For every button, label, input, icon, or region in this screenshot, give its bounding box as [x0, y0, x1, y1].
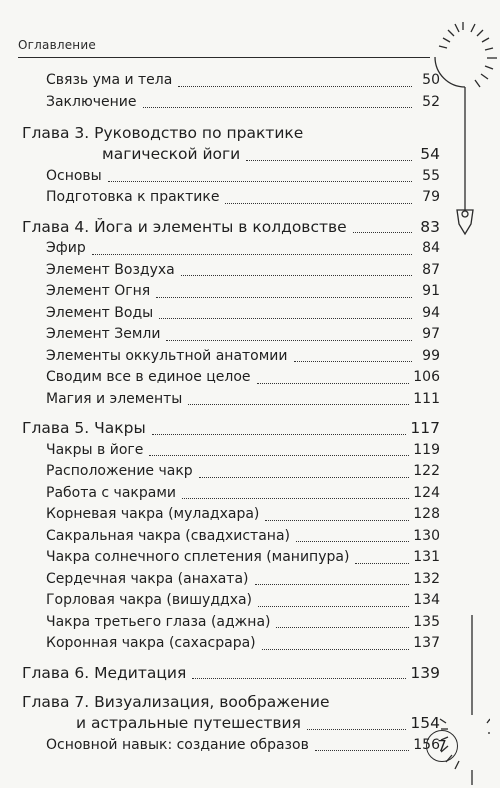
toc-entry[interactable]: Элемент Земли 97	[46, 326, 440, 342]
toc-entry[interactable]: Горловая чакра (вишуддха) 134	[46, 592, 440, 608]
toc-chapter[interactable]: Глава 3. Руководство по практике	[22, 123, 304, 142]
toc-entry[interactable]: Чакра третьего глаза (аджна) 135	[46, 613, 440, 630]
toc-chapter[interactable]: Глава 6. Медитация 139	[22, 663, 440, 682]
table-of-contents	[22, 70, 440, 756]
toc-entry[interactable]: Сводим все в единое целое 106	[46, 369, 440, 385]
toc-entry[interactable]: Расположение чакр 122	[46, 463, 440, 479]
toc-entry[interactable]: Магия и элементы 111	[46, 390, 440, 407]
toc-chapter[interactable]: Глава 7. Визуализация, воображение	[22, 692, 330, 711]
header-rule	[18, 57, 430, 58]
running-header: Оглавление	[18, 38, 96, 52]
toc-entry[interactable]: Корневая чакра (муладхара) 128	[46, 506, 440, 522]
toc-entry[interactable]: Чакра солнечного сплетения (манипура) 131	[46, 549, 440, 565]
page-number-badge: 7	[426, 730, 458, 762]
toc-entry[interactable]: Подготовка к практике 79	[46, 189, 440, 205]
toc-entry[interactable]: Коронная чакра (сахасрара) 137	[46, 635, 440, 651]
toc-entry[interactable]: Элементы оккультной анатомии 99	[46, 347, 440, 364]
toc-entry[interactable]: Элемент Воды 94	[46, 304, 440, 321]
toc-entry[interactable]: Заключение 52	[46, 93, 440, 110]
toc-entry[interactable]: Сердечная чакра (анахата) 132	[46, 570, 440, 587]
toc-entry[interactable]: Основной навык: создание образов 156	[46, 736, 440, 753]
toc-entry[interactable]: Основы 55	[46, 167, 440, 184]
toc-entry[interactable]: Эфир 84	[46, 240, 440, 256]
toc-entry[interactable]: Связь ума и тела 50	[46, 72, 440, 88]
toc-chapter[interactable]: Глава 5. Чакры 117	[22, 419, 440, 437]
toc-entry[interactable]: Элемент Огня 91	[46, 283, 440, 299]
toc-entry[interactable]: Элемент Воздуха 87	[46, 261, 440, 278]
toc-entry[interactable]: Сакральная чакра (свадхистана) 130	[46, 527, 440, 544]
toc-entry[interactable]: Работа с чакрами 124	[46, 484, 440, 501]
toc-chapter[interactable]: Глава 4. Йога и элементы в колдовстве 83	[22, 217, 440, 236]
toc-chapter-continuation[interactable]: и астральные путешествия 154	[76, 714, 440, 732]
toc-chapter-continuation[interactable]: магической йоги 54	[102, 145, 440, 163]
toc-entry[interactable]: Чакры в йоге 119	[46, 441, 440, 458]
